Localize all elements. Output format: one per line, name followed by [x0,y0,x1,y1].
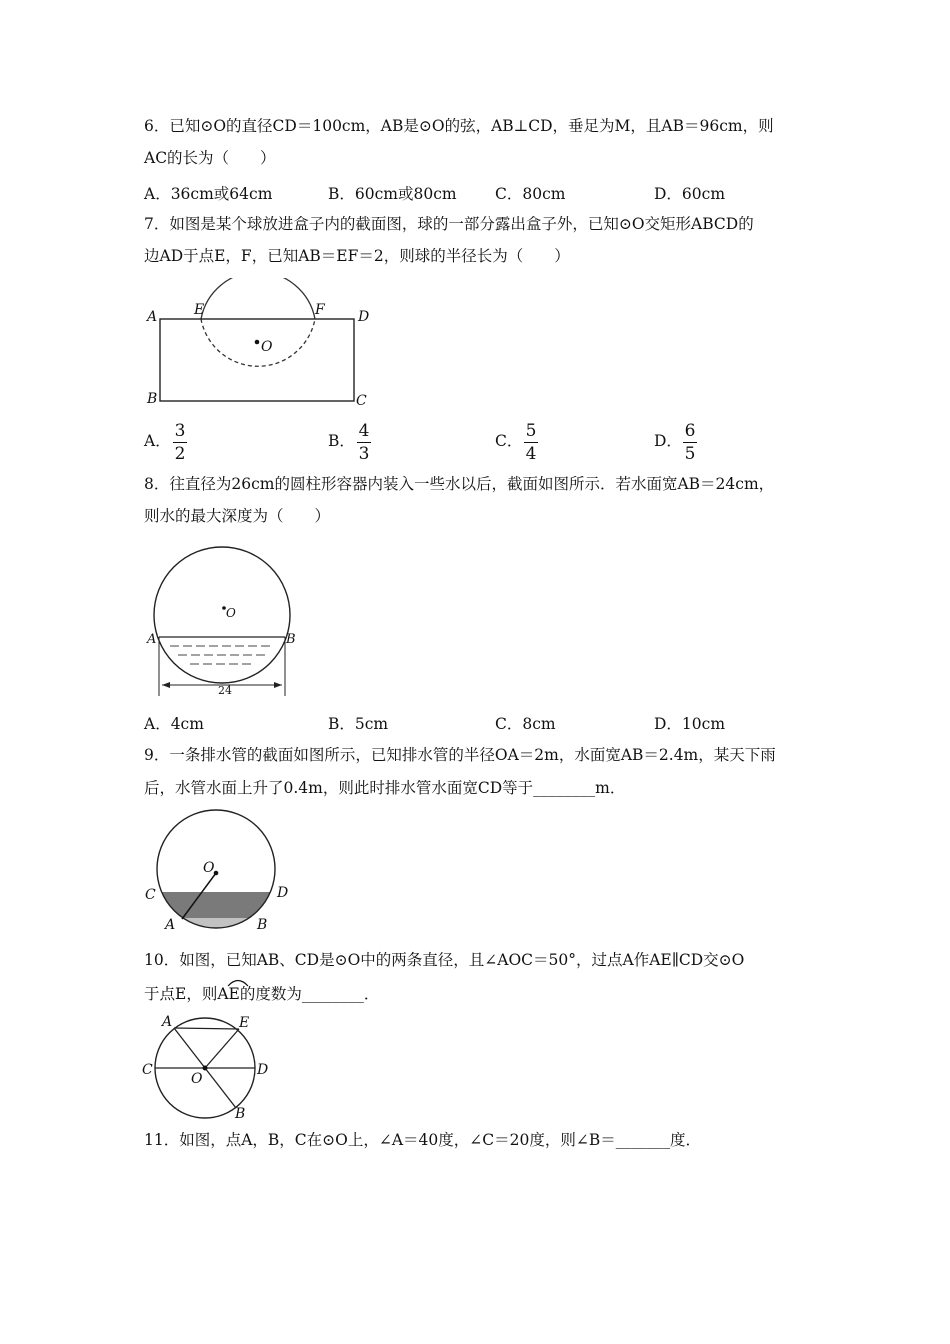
q7-option-b-denominator: 3 [358,444,370,464]
q10-arc-symbol [226,975,250,987]
q8-option-b: B．5cm [328,715,389,733]
q10-chord-ae [174,1028,239,1029]
q6-stem-line1: 6．已知⊙O的直径CD＝100cm，AB是⊙O的弦，AB⊥CD，垂足为M，且AB＝96cm，则 [144,117,774,135]
q7-option-c-fraction [524,421,538,464]
q10-label-e: E [239,1015,250,1031]
q6-option-d: D．60cm [654,185,726,203]
q6-option-a: A．36cm或64cm [144,185,273,203]
q6-option-b: B．60cm或80cm [328,185,457,203]
q8-option-d: D．10cm [654,715,726,733]
q8-width-label: 24 [218,684,232,697]
q8-circle [154,547,290,683]
q7-option-b-letter: B． [328,432,355,450]
q8-stem-line1: 8．往直径为26cm的圆柱形容器内装入一些水以后，截面如图所示．若水面宽AB＝24cm， [144,475,775,493]
q9-label-c: C [145,887,156,903]
q10-label-a: A [162,1014,173,1030]
q7-label-f: F [315,302,325,318]
q7-option-d-letter: D． [654,432,682,450]
q7-option-d-fraction [683,421,697,464]
q8-stem-line2: 则水的最大深度为（ ） [144,507,331,525]
q7-option-a-letter: A． [144,432,171,450]
q8-label-o: O [226,606,236,620]
q7-label-c: C [356,393,367,409]
q7-stem-line2: 边AD于点E，F，已知AB＝EF＝2，则球的半径长为（ ） [144,247,570,265]
q9-stem-line1: 9．一条排水管的截面如图所示，已知排水管的半径OA＝2m，水面宽AB＝2.4m，某天下雨 [144,746,776,764]
q7-stem-line1: 7．如图是某个球放进盒子内的截面图，球的一部分露出盒子外，已知⊙O交矩形ABCD的 [144,215,754,233]
q10-stem-line2: 于点E，则AE的度数为________． [144,985,380,1003]
q9-label-o: O [203,860,215,876]
q7-option-d-numerator: 6 [684,421,696,441]
q7-figure-box-and-ball [140,278,380,410]
q9-label-d: D [277,885,289,901]
q9-label-a: A [165,917,176,933]
q10-figure-circle [138,1010,278,1122]
q11-stem-line1: 11．如图，点A，B，C在⊙O上，∠A＝40度，∠C＝20度，则∠B＝_______度． [144,1131,701,1149]
q7-option-a-numerator: 3 [174,421,186,441]
q8-option-a: A．4cm [144,715,204,733]
q7-option-c-letter: C． [495,432,523,450]
q10-radius-oe [205,1029,239,1068]
q7-option-a-denominator: 2 [174,444,186,464]
q9-label-b: B [257,917,268,933]
q7-option-b-numerator: 4 [358,421,370,441]
q7-ball-upper-arc [201,278,315,319]
q9-figure-pipe [140,808,310,936]
q10-label-o: O [191,1071,203,1087]
q7-label-o: O [261,339,273,355]
q8-right-arrowhead [274,682,282,688]
q6-stem-line2: AC的长为（ ） [144,149,276,167]
q8-figure-container [140,536,310,704]
q6-option-c: C．80cm [495,185,566,203]
q10-center-dot [203,1066,208,1071]
q10-label-c: C [142,1062,153,1078]
q8-option-c: C．8cm [495,715,556,733]
q7-option-c-numerator: 5 [525,421,537,441]
q7-rectangle-abcd [160,319,354,401]
q8-label-a: A [147,632,157,647]
q10-arc-mark [228,981,248,987]
q7-label-d: D [358,309,370,325]
q7-option-a-fraction [173,421,187,464]
q7-label-e: E [194,302,205,318]
q7-label-a: A [147,309,158,325]
q7-center-dot [255,340,260,345]
q8-left-arrowhead [162,682,170,688]
q10-label-d: D [257,1062,269,1078]
q7-option-c-denominator: 4 [525,444,537,464]
q10-stem-line1: 10．如图，已知AB、CD是⊙O中的两条直径，且∠AOC＝50°，过点A作AE∥CD交⊙O [144,951,745,969]
q9-stem-line2: 后，水管水面上升了0.4m，则此时排水管水面宽CD等于________m． [144,779,626,797]
q10-label-b: B [235,1106,246,1122]
q7-option-d-denominator: 5 [684,444,696,464]
q7-option-b-fraction [357,421,371,464]
q7-label-b: B [147,391,158,407]
q8-label-b: B [286,632,296,647]
